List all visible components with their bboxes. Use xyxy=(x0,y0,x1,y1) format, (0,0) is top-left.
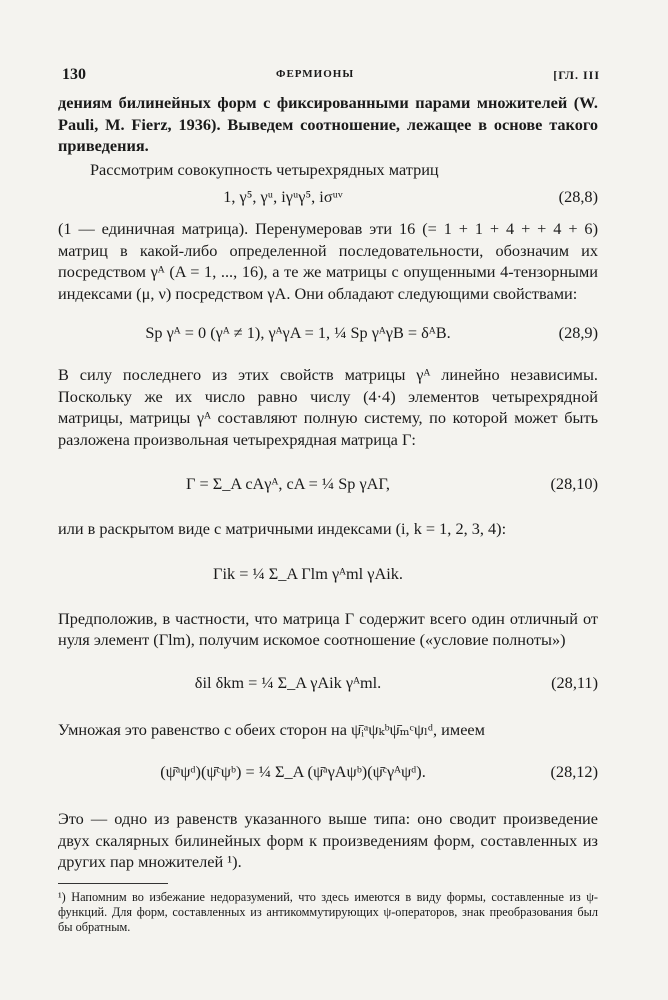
equation-label: (28,9) xyxy=(558,323,598,342)
equation-body: Γ = Σ_A cAγᴬ, cA = ¼ Sp γAΓ, xyxy=(186,474,390,493)
equation-28-10 xyxy=(58,462,598,506)
equation-body: 1, γ⁵, γᵘ, iγᵘγ⁵, iσᵘᵛ xyxy=(223,187,343,206)
equation-body: (ψ̄ᵃψᵈ)(ψ̄ᶜψᵇ) = ¼ Σ_A (ψ̄ᵃγAψᵇ)(ψ̄ᶜγᴬψᵈ). xyxy=(160,762,426,781)
paragraph: В силу последнего из этих свойств матрицы γᴬ линейно независимы. Поскольку же их число равно числу (4·4) элементов четырехрядной матрицы, матрицы γᴬ составляют полную систему, по которой может быть разложена произвольная четырехрядная матрица Γ: xyxy=(58,365,598,449)
paragraph: Предположив, в частности, что матрица Γ содержит всего один отличный от нуля элемент (Γlm), получим искомое соотношение («условие полноты») xyxy=(58,608,598,649)
equation-label: (28,8) xyxy=(558,187,598,206)
equation-body: Γik = ¼ Σ_A Γlm γᴬml γAik. xyxy=(213,563,403,583)
paragraph: Это — одно из равенств указанного выше типа: оно сводит произведение двух скалярных билинейных форм к произведениям форм, составленных из других пар множителей ¹). xyxy=(58,809,598,871)
running-title: ФЕРМИОНЫ xyxy=(276,68,355,80)
paragraph: (1 — единичная матрица). Перенумеровав эти 16 (= 1 + 1 + 4 + + 4 + 6) матриц в какой-либо определенной последовательности, обозначим их посредством γᴬ (A = 1, ..., 16), а те же матрицы с опущенными 4-тензорными индексами (μ, ν) посредством γA. Они обладают следующими свойствами: xyxy=(58,219,598,303)
equation-body: δil δkm = ¼ Σ_A γAik γᴬml. xyxy=(194,672,382,692)
equation-28-8 xyxy=(58,184,598,210)
chapter-label: [ГЛ. III xyxy=(553,68,600,82)
equation-body: Sp γᴬ = 0 (γᴬ ≠ 1), γᴬγA = 1, ¼ Sp γᴬγB = δᴬB. xyxy=(145,323,451,342)
equation-label: (28,10) xyxy=(550,474,598,493)
paragraph: дениям билинейных форм с фиксированными парами множителей (W. Pauli, M. Fierz, 1936). Выведем соотношение, лежащее в основе такого приведения. xyxy=(58,93,598,155)
footnote-divider xyxy=(58,883,168,884)
equation-unnumbered xyxy=(58,552,598,596)
equation-28-12 xyxy=(58,750,598,794)
footnote: ¹) Напомним во избежание недоразумений, что здесь имеются в виду формы, составленные из ψ-функций. Для форм, составленных из антикоммутирующих ψ-операторов, знак преобразования был бы обратным. xyxy=(58,889,598,934)
book-page xyxy=(58,56,598,935)
equation-label: (28,11) xyxy=(551,672,598,692)
equation-28-9 xyxy=(58,318,598,348)
equation-label: (28,12) xyxy=(550,762,598,781)
equation-28-11 xyxy=(58,661,598,705)
page-header xyxy=(58,56,598,86)
paragraph: Рассмотрим совокупность четырехрядных матриц xyxy=(90,159,439,179)
paragraph: Умножая это равенство с обеих сторон на ψ̄ᵢᵃψₖᵇψ̄ₘᶜψₗᵈ, имеем xyxy=(58,719,485,739)
page-number: 130 xyxy=(62,66,86,83)
paragraph: или в раскрытом виде с матричными индексами (i, k = 1, 2, 3, 4): xyxy=(58,519,507,538)
